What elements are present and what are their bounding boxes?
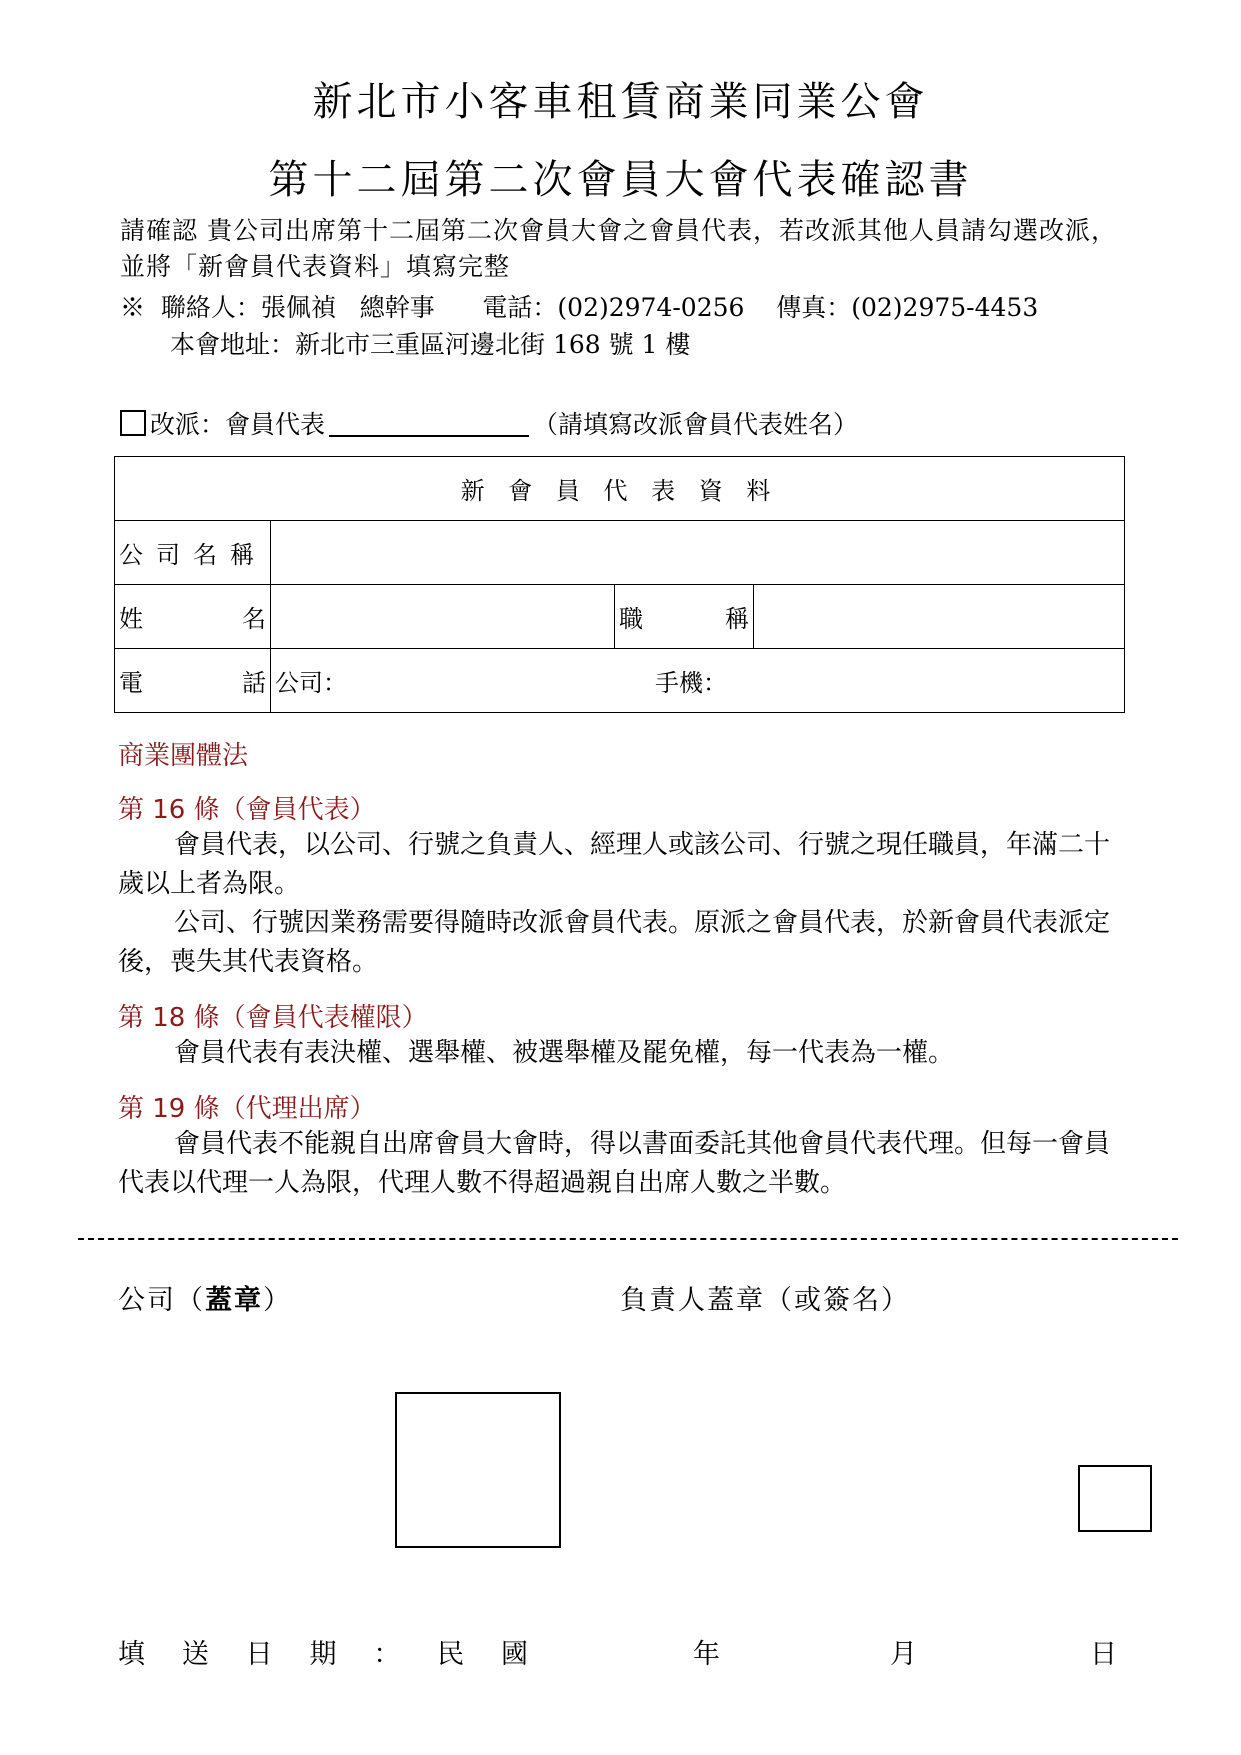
reassign-checkbox[interactable] [120, 410, 146, 436]
law-section [118, 735, 1128, 1203]
phone-field[interactable] [271, 649, 1125, 713]
article-19-paragraph-1: 會員代表不能親自出席會員大會時，得以書面委託其他會員代表代理。但每一會員代表以代理一人為限，代理人數不得超過親自出席人數之半數。 [118, 1129, 1111, 1198]
document-title: 新北市小客車租賃商業同業公會 [312, 79, 929, 125]
company-name-label: 公 司 名 稱 [115, 521, 271, 585]
company-name-field[interactable] [271, 521, 1125, 585]
article-18-title: 第 18 條（會員代表權限） [118, 1003, 428, 1033]
intro-text: 請確認 貴公司出席第十二屆第二次會員大會之會員代表，若改派其他人員請勾選改派，並將「新會員代表資料」填寫完整 [120, 216, 1117, 281]
date-month: 月 [890, 1639, 917, 1670]
association-address: 本會地址：新北市三重區河邊北街 168 號 1 樓 [170, 330, 691, 359]
law-name: 商業團體法 [118, 741, 249, 771]
owner-stamp-box[interactable] [1078, 1465, 1152, 1532]
phone-label: 電 話 [115, 649, 271, 713]
article-19-title: 第 19 條（代理出席） [118, 1094, 376, 1124]
mobile-label: 手機： [655, 669, 727, 697]
title-label: 職 稱 [615, 585, 754, 649]
article-16-paragraph-2: 公司、行號因業務需要得隨時改派會員代表。原派之會員代表，於新會員代表派定後，喪失其代表資格。 [118, 908, 1111, 977]
date-year: 年 [693, 1639, 720, 1670]
cut-line [78, 1238, 1178, 1240]
table-header: 新 會 員 代 表 資 料 [115, 457, 1125, 521]
company-stamp-box[interactable] [395, 1392, 561, 1548]
company-phone-label: 公司： [275, 669, 347, 697]
owner-stamp-label: 負責人蓋章（或簽名） [620, 1285, 910, 1316]
reassign-label: 改派：會員代表 [150, 410, 326, 439]
article-18-paragraph-1: 會員代表有表決權、選舉權、被選舉權及罷免權，每一代表為一權。 [174, 1038, 955, 1068]
document-subtitle: 第十二屆第二次會員大會代表確認書 [268, 157, 973, 203]
article-16-title: 第 16 條（會員代表） [118, 795, 376, 825]
reassign-row [120, 405, 858, 441]
name-field[interactable] [271, 585, 615, 649]
company-stamp-label: 公司（蓋章） [118, 1285, 292, 1316]
contact-info: ※ 聯絡人：張佩禎 總幹事 電話：(02)2974-0256 傳真：(02)2975-4453 [120, 293, 1039, 322]
name-label: 姓 名 [115, 585, 271, 649]
title-field[interactable] [754, 585, 1125, 649]
date-label: 填 送 日 期 ： 民 國 [118, 1639, 528, 1670]
date-day: 日 [1090, 1639, 1117, 1670]
article-16-paragraph-1: 會員代表，以公司、行號之負責人、經理人或該公司、行號之現任職員，年滿二十歲以上者為限。 [118, 830, 1111, 899]
reassign-name-field[interactable] [329, 409, 529, 437]
new-representative-table [114, 456, 1125, 713]
reassign-hint: （請填寫改派會員代表姓名） [533, 410, 859, 439]
